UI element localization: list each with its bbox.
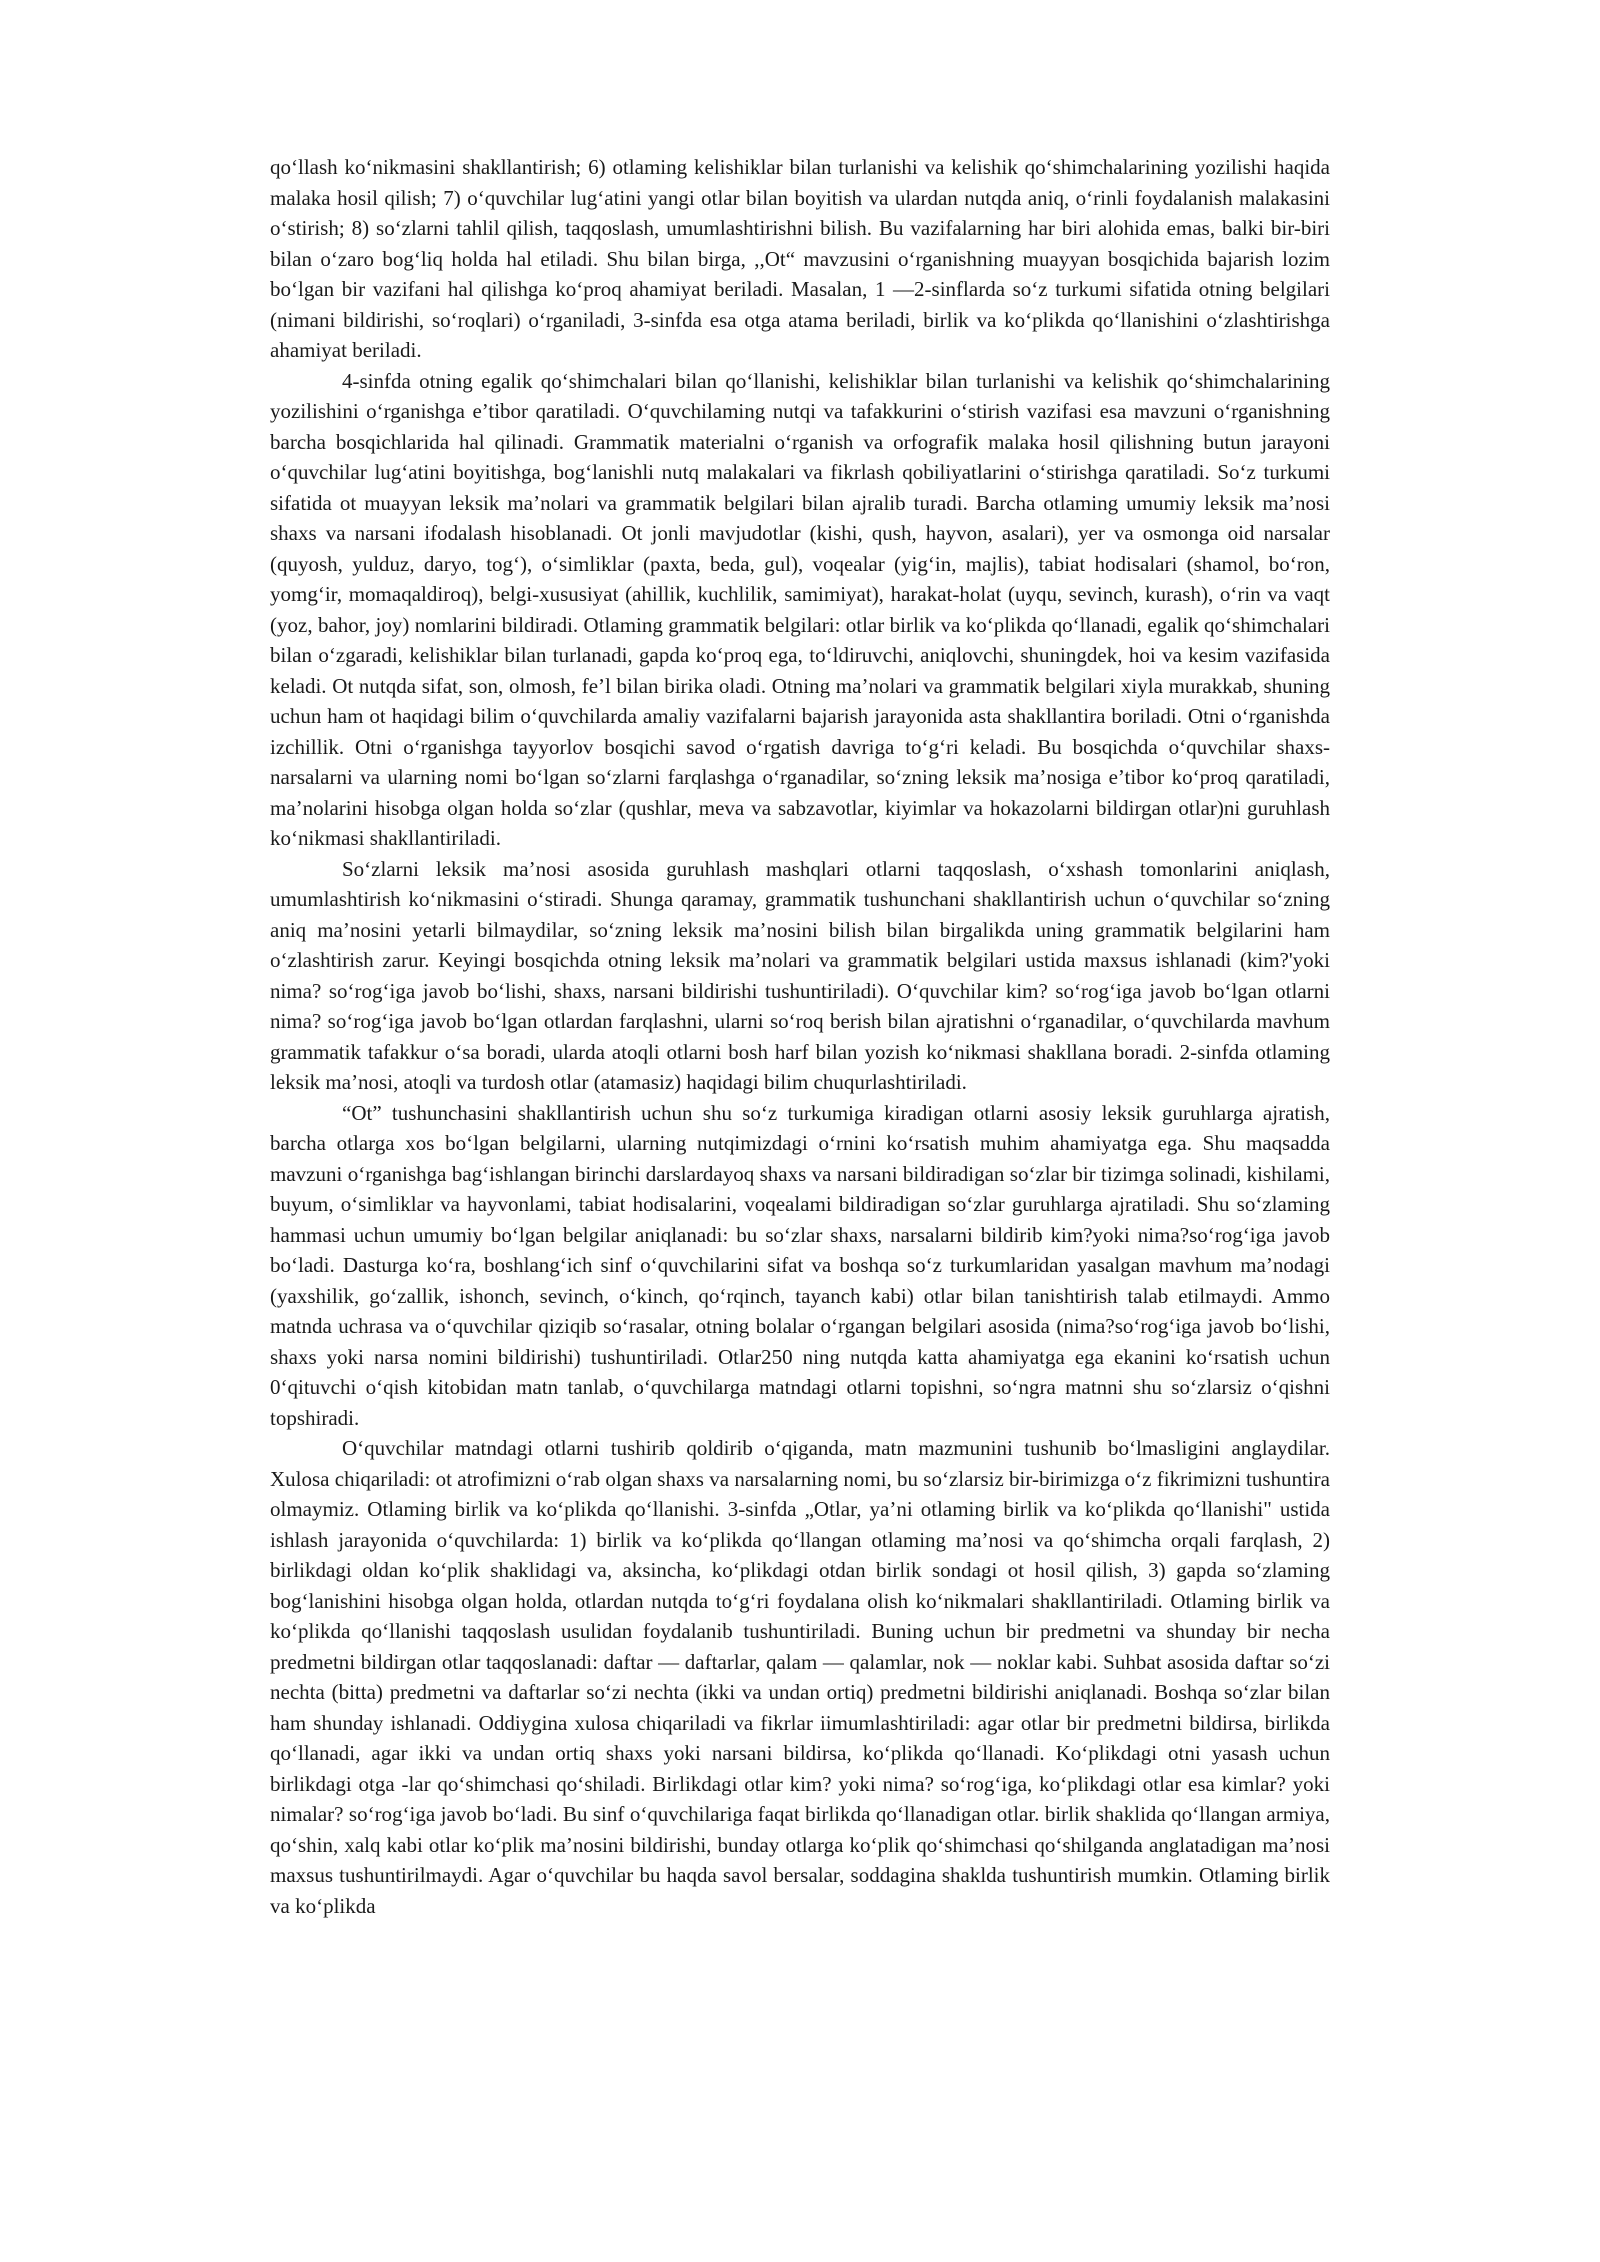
document-page bbox=[270, 152, 1330, 1921]
paragraph-1: qo‘llash ko‘nikmasini shakllantirish; 6) otlaming kelishiklar bilan turlanishi va kelishik qo‘shimchalarining yozilishi haqida malaka hosil qilish; 7) o‘quvchilar lug‘atini yangi otlar bilan boyitish va ulardan nutqda aniq, o‘rinli foydalanish malakasini o‘stirish; 8) so‘zlarni tahlil qilish, taqqoslash, umumlashtirishni bilish. Bu vazifalarning har biri alohida emas, balki bir-biri bilan o‘zaro bog‘liq holda hal etiladi. Shu bilan birga, ,,Ot“ mavzusini o‘rganishning muayyan bosqichida bajarish lozim bo‘lgan bir vazifani hal qilishga ko‘proq ahamiyat beriladi. Masalan, 1 —2-sinflarda so‘z turkumi sifatida otning belgilari (nimani bildirishi, so‘roqlari) o‘rganiladi, 3-sinfda esa otga atama beriladi, birlik va ko‘plikda qo‘llanishini o‘zlashtirishga ahamiyat beriladi. bbox=[270, 155, 1330, 362]
paragraph-5: O‘quvchilar matndagi otlarni tushirib qoldirib o‘qiganda, matn mazmunini tushunib bo‘lmasligini anglaydilar. Xulosa chiqariladi: ot atrofimizni o‘rab olgan shaxs va narsalarning nomi, bu so‘zlarsiz bir-birimizga o‘z fikrimizni tushuntira olmaymiz. Otlaming birlik va ko‘plikda qo‘llanishi. 3-sinfda „Otlar, ya’ni otlaming birlik va ko‘plikda qo‘llanishi" ustida ishlash jarayonida o‘quvchilarda: 1) birlik va ko‘plikda qo‘llangan otlaming ma’nosi va qo‘shimcha orqali farqlash, 2) birlikdagi oldan ko‘plik shaklidagi va, aksincha, ko‘plikdagi otdan birlik sondagi ot hosil qilish, 3) gapda so‘zlaming bog‘lanishini hisobga olgan holda, otlardan nutqda to‘g‘ri foydalana olish ko‘nikmalari shakllantiriladi. Otlaming birlik va ko‘plikda qo‘llanishi taqqoslash usulidan foydalanib tushuntiriladi. Buning uchun bir predmetni va shunday bir necha predmetni bildirgan otlar taqqoslanadi: daftar — daftarlar, qalam — qalamlar, nok — noklar kabi. Suhbat asosida daftar so‘zi nechta (bitta) predmetni va daftarlar so‘zi nechta (ikki va undan ortiq) predmetni bildirishi aniqlanadi. Boshqa so‘zlar bilan ham shunday ishlanadi. Oddiygina xulosa chiqariladi va fikrlar iimumlashtiriladi: agar otlar bir predmetni bildirsa, birlikda qo‘llanadi, agar ikki va undan ortiq shaxs yoki narsani bildirsa, ko‘plikda qo‘llanadi. Ko‘plikdagi otni yasash uchun birlikdagi otga -lar qo‘shimchasi qo‘shiladi. Birlikdagi otlar kim? yoki nima? so‘rog‘iga, ko‘plikdagi otlar esa kimlar? yoki nimalar? so‘rog‘iga javob bo‘ladi. Bu sinf o‘quvchilariga faqat birlikda qo‘llanadigan otlar. birlik shaklida qo‘llangan armiya, qo‘shin, xalq kabi otlar ko‘plik ma’nosini bildirishi, bunday otlarga ko‘plik qo‘shimchasi qo‘shilganda anglatadigan ma’nosi maxsus tushuntirilmaydi. Agar o‘quvchilar bu haqda savol bersalar, soddagina shaklda tushuntirish mumkin. Otlaming birlik va ko‘plikda bbox=[270, 1436, 1330, 1918]
paragraph-4: “Ot” tushunchasini shakllantirish uchun shu so‘z turkumiga kiradigan otlarni asosiy leksik guruhlarga ajratish, barcha otlarga xos bo‘lgan belgilarni, ularning nutqimizdagi o‘rnini ko‘rsatish muhim ahamiyatga ega. Shu maqsadda mavzuni o‘rganishga bag‘ishlangan birinchi darslardayoq shaxs va narsani bildiradigan so‘zlar bir tizimga solinadi, kishilami, buyum, o‘simliklar va hayvonlami, tabiat hodisalarini, voqealami bildiradigan so‘zlar guruhlarga ajratiladi. Shu so‘zlaming hammasi uchun umumiy bo‘lgan belgilar aniqlanadi: bu so‘zlar shaxs, narsalarni bildirib kim?yoki nima?so‘rog‘iga javob bo‘ladi. Dasturga ko‘ra, boshlang‘ich sinf o‘quvchilarini sifat va boshqa so‘z turkumlaridan yasalgan mavhum ma’nodagi (yaxshilik, go‘zallik, ishonch, sevinch, o‘kinch, qo‘rqinch, tayanch kabi) otlar bilan tanishtirish talab etilmaydi. Ammo matnda uchrasa va o‘quvchilar qiziqib so‘rasalar, otning bolalar o‘rgangan belgilari asosida (nima?so‘rog‘iga javob bo‘lishi, shaxs yoki narsa nomini bildirishi) tushuntiriladi. Otlar250 ning nutqda katta ahamiyatga ega ekanini ko‘rsatish uchun 0‘qituvchi o‘qish kitobidan matn tanlab, o‘quvchilarga matndagi otlarni topishni, so‘ngra matnni shu so‘zlarsiz o‘qishni topshiradi. bbox=[270, 1100, 1330, 1430]
paragraph-3: So‘zlarni leksik ma’nosi asosida guruhlash mashqlari otlarni taqqoslash, o‘xshash tomonlarini aniqlash, umumlashtirish ko‘nikmasini o‘stiradi. Shunga qaramay, grammatik tushunchani shakllantirish uchun o‘quvchilar so‘zning aniq ma’nosini yetarli bilmaydilar, so‘zning leksik ma’nosini bilish bilan birgalikda uning grammatik belgilarini ham o‘zlashtirish zarur. Keyingi bosqichda otning leksik ma’nolari va grammatik belgilari ustida maxsus ishlanadi (kim?'yoki nima? so‘rog‘iga javob bo‘lishi, shaxs, narsani bildirishi tushuntiriladi). O‘quvchilar kim? so‘rog‘iga javob bo‘lgan otlarni nima? so‘rog‘iga javob bo‘lgan otlardan farqlashni, ularni so‘roq berish bilan ajratishni o‘rganadilar, o‘quvchilarda mavhum grammatik tafakkur o‘sa boradi, ularda atoqli otlarni bosh harf bilan yozish ko‘nikmasi shakllana boradi. 2-sinfda otlaming leksik ma’nosi, atoqli va turdosh otlar (atamasiz) haqidagi bilim chuqurlashtiriladi. bbox=[270, 856, 1330, 1094]
paragraph-2: 4-sinfda otning egalik qo‘shimchalari bilan qo‘llanishi, kelishiklar bilan turlanishi va kelishik qo‘shimchalarining yozilishini o‘rganishga e’tibor qaratiladi. O‘quvchilaming nutqi va tafakkurini o‘stirish vazifasi esa mavzuni o‘rganishning barcha bosqichlarida hal qilinadi. Grammatik materialni o‘rganish va orfografik malaka hosil qilishning butun jarayoni o‘quvchilar lug‘atini boyitishga, bog‘lanishli nutq malakalari va fikrlash qobiliyatlarini o‘stirishga qaratiladi. So‘z turkumi sifatida ot muayyan leksik ma’nolari va grammatik belgilari bilan ajralib turadi. Barcha otlaming umumiy leksik ma’nosi shaxs va narsani ifodalash hisoblanadi. Ot jonli mavjudotlar (kishi, qush, hayvon, asalari), yer va osmonga oid narsalar (quyosh, yulduz, daryo, tog‘), o‘simliklar (paxta, beda, gul), voqealar (yig‘in, majlis), tabiat hodisalari (shamol, bo‘ron, yomg‘ir, momaqaldiroq), belgi-xususiyat (ahillik, kuchlilik, samimiyat), harakat-holat (uyqu, sevinch, kurash), o‘rin va vaqt (yoz, bahor, joy) nomlarini bildiradi. Otlaming grammatik belgilari: otlar birlik va ko‘plikda qo‘llanadi, egalik qo‘shimchalari bilan o‘zgaradi, kelishiklar bilan turlanadi, gapda ko‘proq ega, to‘ldiruvchi, aniqlovchi, shuningdek, hoi va kesim vazifasida keladi. Ot nutqda sifat, son, olmosh, fe’l bilan birika oladi. Otning ma’nolari va grammatik belgilari xiyla murakkab, shuning uchun ham ot haqidagi bilim o‘quvchilarda amaliy vazifalarni bajarish jarayonida asta shakllantira boriladi. Otni o‘rganishda izchillik. Otni o‘rganishga tayyorlov bosqichi savod o‘rgatish davriga to‘g‘ri keladi. Bu bosqichda o‘quvchilar shaxs-narsalarni va ularning nomi bo‘lgan so‘zlarni farqlashga o‘rganadilar, so‘zning leksik ma’nosiga e’tibor ko‘proq qaratiladi, ma’nolarini hisobga olgan holda so‘zlar (qushlar, meva va sabzavotlar, kiyimlar va hokazolarni bildirgan otlar)ni guruhlash ko‘nikmasi shakllantiriladi. bbox=[270, 368, 1330, 850]
